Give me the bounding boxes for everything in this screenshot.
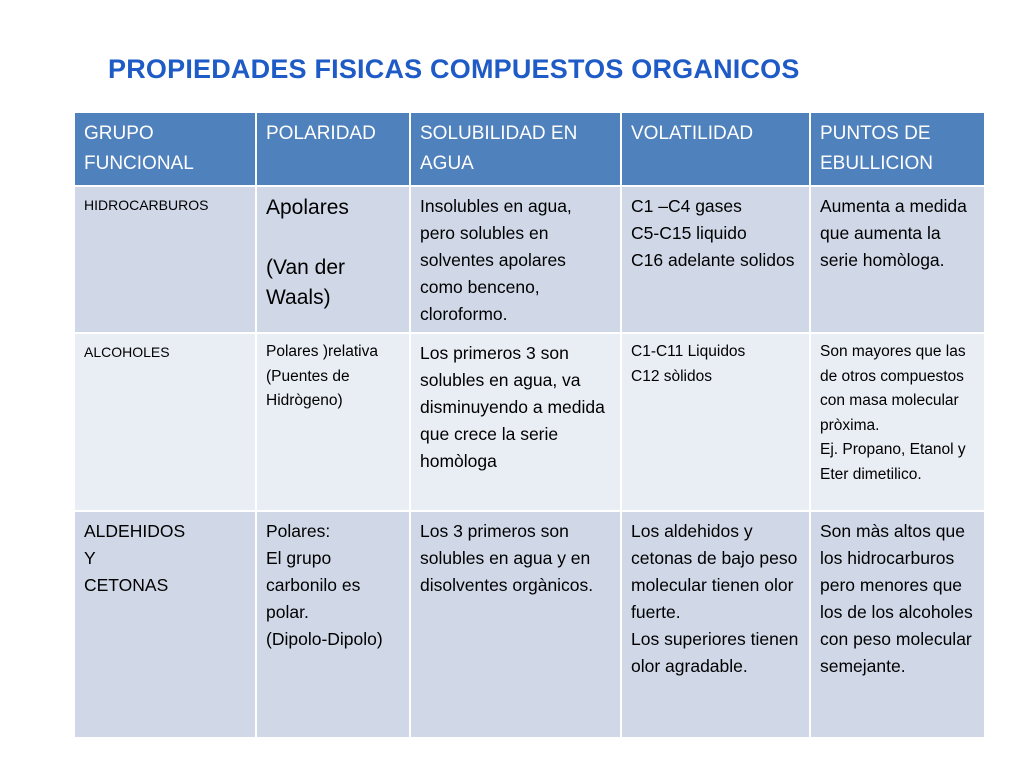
- cell-ebullicion: Son màs altos que los hidrocarburos pero menores que los de los alcoholes con peso molecular semejante.: [810, 511, 985, 738]
- cell-ebullicion: Aumenta a medida que aumenta la serie homòloga.: [810, 186, 985, 333]
- table-row: [74, 333, 985, 511]
- header-solubilidad: SOLUBILIDAD EN AGUA: [410, 112, 621, 186]
- header-puntos-ebullicion: PUNTOS DE EBULLICION: [810, 112, 985, 186]
- cell-grupo: ALCOHOLES: [74, 333, 256, 511]
- cell-polaridad: Apolares (Van der Waals): [256, 186, 410, 333]
- cell-solubilidad: Los 3 primeros son solubles en agua y en disolventes orgànicos.: [410, 511, 621, 738]
- cell-solubilidad: Insolubles en agua, pero solubles en solventes apolares como benceno, cloroformo.: [410, 186, 621, 333]
- header-polaridad: POLARIDAD: [256, 112, 410, 186]
- table-row: [74, 511, 985, 738]
- cell-grupo: ALDEHIDOS Y CETONAS: [74, 511, 256, 738]
- cell-grupo: HIDROCARBUROS: [74, 186, 256, 333]
- header-volatilidad: VOLATILIDAD: [621, 112, 810, 186]
- table-header-row: [74, 112, 985, 186]
- cell-solubilidad: Los primeros 3 son solubles en agua, va disminuyendo a medida que crece la serie homòloga: [410, 333, 621, 511]
- cell-ebullicion: Son mayores que las de otros compuestos con masa molecular pròxima. Ej. Propano, Etanol y Eter dimetilico.: [810, 333, 985, 511]
- slide-title: PROPIEDADES FISICAS COMPUESTOS ORGANICOS: [108, 54, 800, 84]
- header-grupo-funcional: GRUPO FUNCIONAL: [74, 112, 256, 186]
- cell-polaridad: Polares )relativa (Puentes de Hidrògeno): [256, 333, 410, 511]
- properties-table: [73, 111, 986, 739]
- cell-volatilidad: C1-C11 Liquidos C12 sòlidos: [621, 333, 810, 511]
- cell-volatilidad: Los aldehidos y cetonas de bajo peso molecular tienen olor fuerte. Los superiores tienen olor agradable.: [621, 511, 810, 738]
- cell-volatilidad: C1 –C4 gases C5-C15 liquido C16 adelante solidos: [621, 186, 810, 333]
- table-row: [74, 186, 985, 333]
- cell-polaridad: Polares: El grupo carbonilo es polar. (Dipolo-Dipolo): [256, 511, 410, 738]
